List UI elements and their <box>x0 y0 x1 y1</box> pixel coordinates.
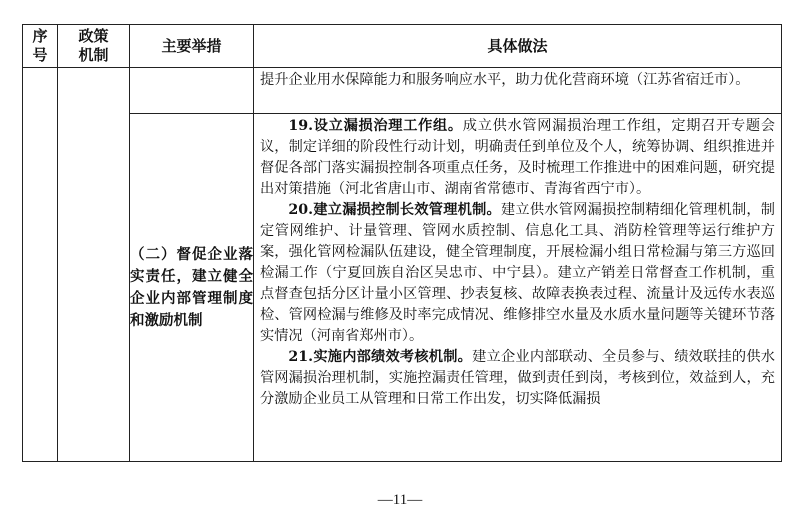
item-19 <box>260 116 775 200</box>
continued-method-cell <box>254 68 782 114</box>
policy-table <box>22 24 782 462</box>
item-21-text: 建立企业内部联动、全员参与、绩效联挂的供水管网漏损治理机制，实施控漏责任管理，做到责任到岗，考核到位，效益到人，充分激励企业员工从管理和日常工作出发，切实降低漏损 <box>260 349 775 407</box>
item-21 <box>260 347 775 410</box>
header-seq <box>23 25 58 68</box>
item-20 <box>260 200 775 347</box>
policy-cell <box>58 68 130 462</box>
page-number: —11— <box>377 492 423 508</box>
header-measures: 主要举措 <box>130 25 254 68</box>
header-policy-line1: 政策 <box>78 27 109 45</box>
item-20-text: 建立供水管网漏损控制精细化管理机制，制定管网维护、计量管理、管网水质控制、信息化工具、消防栓管理等运行维护方案，强化管网检漏队伍建设，健全管理制度，开展检漏小组日常检漏与第三方巡回检漏工作（宁夏回族自治区吴忠市、中宁县）。建立产销差日常督查工作机制，重点督查包括分区计量小区管理、抄表复核、故障表换表过程、流量计及远传水表巡检、管网检漏与维修及时率完成情况、维修排空水量及水质水量问题等关键环节落实情况（河南省郑州市）。 <box>260 202 775 344</box>
header-policy <box>58 25 130 68</box>
measure-2-cell <box>130 114 254 462</box>
seq-cell <box>23 68 58 462</box>
header-seq-label: 序号 <box>32 27 48 64</box>
measure-2-label: （二）督促企业落实责任，建立健全企业内部管理制度和激励机制 <box>130 245 253 329</box>
header-methods: 具体做法 <box>254 25 782 68</box>
item-20-title: 20.建立漏损控制长效管理机制。 <box>288 202 501 218</box>
item-19-text: 成立供水管网漏损治理工作组，定期召开专题会议，制定详细的阶段性行动计划，明确责任到单位及个人，统筹协调、组织推进并督促各部门落实漏损控制各项重点任务，及时梳理工作推进中的困难问题，研究提出对策措施（河北省唐山市、湖南省常德市、青海省西宁市）。 <box>260 118 775 197</box>
item-21-title: 21.实施内部绩效考核机制。 <box>288 349 473 365</box>
measure-cell-empty <box>130 68 254 114</box>
methods-cell <box>254 114 782 462</box>
header-policy-line2: 机制 <box>78 46 109 64</box>
table-header-row <box>23 25 782 68</box>
continued-text: 提升企业用水保障能力和服务响应水平，助力优化营商环境（江苏省宿迁市）。 <box>260 72 750 88</box>
table-row-continued <box>23 68 782 114</box>
table-row-measure-2 <box>23 114 782 462</box>
item-19-title: 19.设立漏损治理工作组。 <box>288 118 463 134</box>
